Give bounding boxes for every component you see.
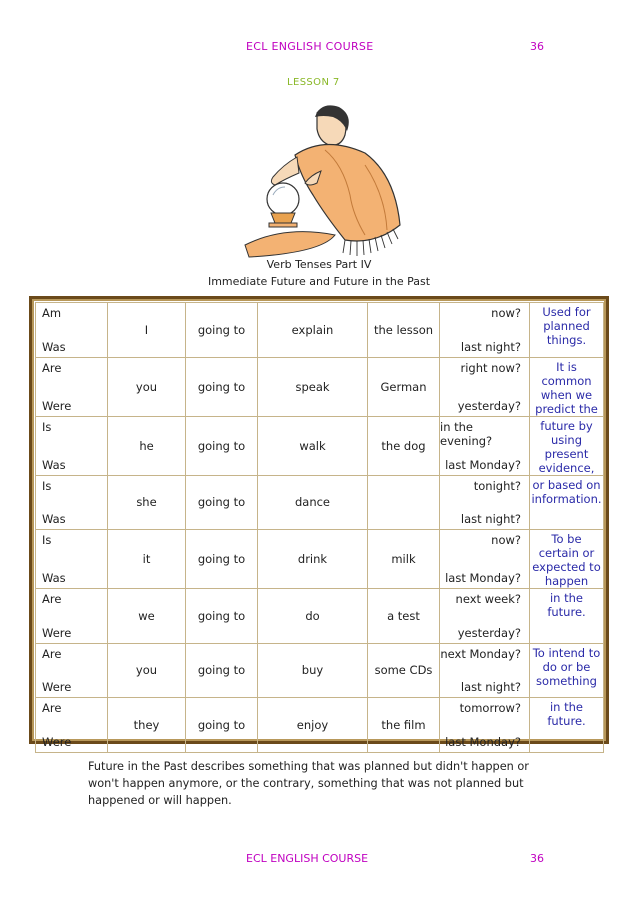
going-to-cell	[186, 643, 258, 698]
going-to-cell	[186, 416, 258, 475]
object-cell	[368, 643, 440, 698]
verb-cell	[258, 416, 368, 475]
table-row	[36, 416, 604, 475]
aux-past: Were	[42, 680, 72, 694]
verb-cell	[258, 530, 368, 589]
verb-cell	[258, 303, 368, 358]
subject-cell	[108, 475, 186, 530]
verb: explain	[291, 322, 334, 337]
going-to: going to	[197, 322, 246, 337]
aux-cell	[36, 589, 108, 644]
object-cell	[368, 303, 440, 358]
verb-table	[35, 302, 604, 753]
going-to: going to	[197, 438, 246, 453]
subject-cell	[108, 698, 186, 753]
usage-text: To be certain or expected to happen	[532, 532, 601, 588]
aux-past: Was	[42, 457, 66, 472]
time-past: last night?	[460, 512, 521, 526]
usage-text: It is common when we predict the	[535, 359, 598, 416]
page-header	[0, 40, 638, 60]
going-to: going to	[197, 608, 246, 623]
time-past: last night?	[460, 339, 521, 354]
usage-cell	[530, 303, 604, 358]
usage-cell	[530, 416, 604, 475]
aux-cell	[36, 416, 108, 475]
subject: she	[136, 495, 157, 510]
subtitle-line-2: Immediate Future and Future in the Past	[207, 275, 431, 288]
verb-cell	[258, 475, 368, 530]
subject: you	[135, 379, 158, 394]
aux-cell	[36, 643, 108, 698]
aux-present: Are	[42, 592, 62, 606]
subject: I	[144, 322, 149, 337]
object: German	[380, 379, 427, 394]
subject-cell	[108, 357, 186, 416]
future-in-the-past-note: Future in the Past describes something that was planned but didn't happen or won't happen anymore, or the contrary, something that was not planned but happened or will happen.	[88, 760, 529, 807]
object-cell	[368, 589, 440, 644]
subject: it	[142, 552, 151, 566]
verb-cell	[258, 589, 368, 644]
time-past: last night?	[460, 680, 521, 694]
aux-cell	[36, 698, 108, 753]
verb-cell	[258, 643, 368, 698]
aux-past: Were	[42, 625, 72, 640]
fortune-teller-illustration	[225, 95, 425, 265]
verb: do	[305, 608, 320, 623]
footer-page-number: 36	[530, 852, 544, 865]
going-to: going to	[197, 379, 246, 394]
time-present: right now?	[460, 360, 521, 375]
time-cell	[440, 530, 530, 589]
time-cell	[440, 475, 530, 530]
object: the dog	[381, 438, 426, 453]
object-cell	[368, 416, 440, 475]
going-to: going to	[197, 717, 246, 732]
usage-cell	[530, 643, 604, 698]
header-page-number: 36	[530, 40, 544, 53]
time-cell	[440, 589, 530, 644]
time-present: next week?	[455, 592, 521, 606]
time-cell	[440, 416, 530, 475]
usage-cell	[530, 698, 604, 753]
verb-cell	[258, 698, 368, 753]
usage-text: in the future.	[547, 591, 586, 619]
time-present: tomorrow?	[459, 701, 521, 715]
header-title: ECL ENGLISH COURSE	[246, 40, 374, 53]
usage-cell	[530, 475, 604, 530]
verb: dance	[294, 495, 331, 510]
subject-cell	[108, 416, 186, 475]
usage-cell	[530, 589, 604, 644]
usage-text: Used for planned things.	[542, 305, 591, 347]
time-past: last Monday?	[445, 571, 521, 585]
aux-present: Are	[42, 646, 62, 661]
object: the film	[381, 717, 426, 732]
aux-cell	[36, 530, 108, 589]
footer-title: ECL ENGLISH COURSE	[246, 852, 369, 865]
aux-past: Was	[42, 571, 66, 585]
time-present: now?	[491, 306, 521, 320]
usage-text: To intend to do or be something	[532, 645, 601, 688]
table-row	[36, 698, 604, 753]
going-to: going to	[197, 495, 246, 510]
verb: speak	[295, 379, 330, 394]
usage-text: in the future.	[547, 700, 586, 728]
time-cell	[440, 698, 530, 753]
subject-cell	[108, 303, 186, 358]
object: a test	[387, 608, 420, 623]
verb-cell	[258, 357, 368, 416]
aux-present: Is	[42, 419, 52, 434]
verb-table-frame	[29, 296, 609, 749]
object-cell	[368, 530, 440, 589]
aux-past: Were	[42, 398, 72, 413]
time-present: now?	[491, 533, 521, 547]
verb: buy	[301, 663, 324, 678]
subject: you	[135, 663, 158, 678]
subject: he	[139, 438, 154, 453]
table-row	[36, 589, 604, 644]
usage-text: future by using present evidence,	[538, 418, 595, 475]
table-row	[36, 303, 604, 358]
table-row	[36, 530, 604, 589]
aux-past: Was	[42, 512, 66, 526]
subject-cell	[108, 530, 186, 589]
table-row	[36, 475, 604, 530]
table-row	[36, 643, 604, 698]
verb: walk	[299, 438, 326, 453]
going-to-cell	[186, 589, 258, 644]
lesson-title: LESSON 7	[287, 77, 340, 88]
time-cell	[440, 303, 530, 358]
subject: they	[133, 717, 160, 732]
time-past: yesterday?	[457, 625, 521, 640]
table-row	[36, 357, 604, 416]
subject: we	[138, 608, 155, 623]
aux-cell	[36, 357, 108, 416]
aux-present: Are	[42, 701, 62, 715]
time-present: in the evening?	[440, 419, 493, 448]
subtitle-line-1: Verb Tenses Part IV	[266, 258, 372, 271]
object-cell	[368, 475, 440, 530]
verb: drink	[297, 552, 328, 566]
subject-cell	[108, 643, 186, 698]
aux-present: Is	[42, 533, 52, 547]
object: some CDs	[374, 663, 433, 678]
aux-cell	[36, 303, 108, 358]
time-present: next Monday?	[440, 646, 521, 661]
going-to-cell	[186, 698, 258, 753]
going-to: going to	[197, 663, 246, 678]
aux-present: Is	[42, 478, 52, 493]
going-to-cell	[186, 303, 258, 358]
aux-present: Are	[42, 360, 62, 375]
going-to: going to	[197, 552, 246, 566]
object: the lesson	[373, 322, 434, 337]
object-cell	[368, 698, 440, 753]
time-past: last Monday?	[445, 457, 521, 472]
verb: enjoy	[296, 717, 329, 732]
subject-cell	[108, 589, 186, 644]
going-to-cell	[186, 530, 258, 589]
aux-present: Am	[42, 306, 62, 320]
object-cell	[368, 357, 440, 416]
time-present: tonight?	[473, 478, 521, 493]
time-cell	[440, 357, 530, 416]
object: milk	[391, 552, 416, 566]
going-to-cell	[186, 357, 258, 416]
usage-text: or based on information.	[531, 477, 602, 506]
going-to-cell	[186, 475, 258, 530]
aux-past: Were	[42, 734, 72, 749]
time-past: last Monday?	[445, 734, 521, 749]
usage-cell	[530, 357, 604, 416]
aux-cell	[36, 475, 108, 530]
time-past: yesterday?	[457, 398, 521, 413]
aux-past: Was	[42, 339, 66, 354]
usage-cell	[530, 530, 604, 589]
time-cell	[440, 643, 530, 698]
